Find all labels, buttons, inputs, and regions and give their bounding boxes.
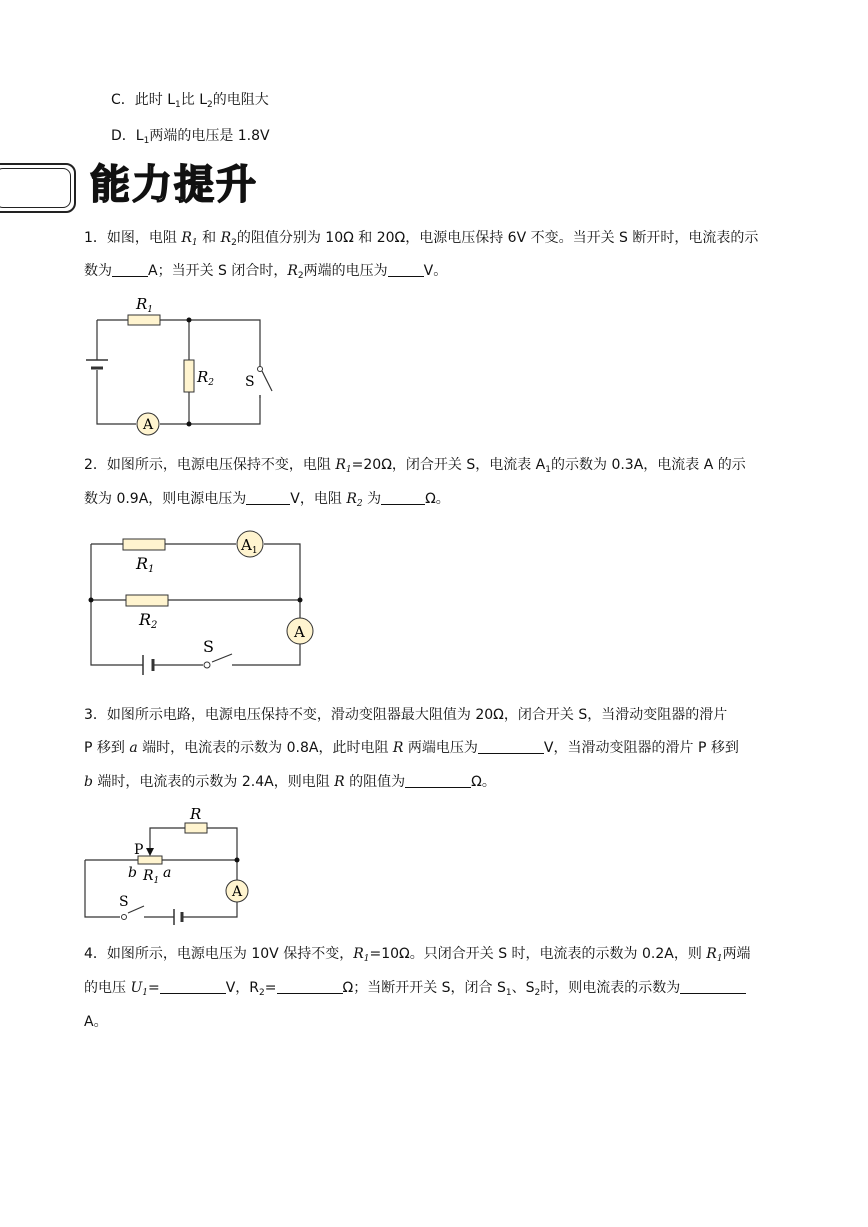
end-a-label: a [163, 865, 172, 881]
q2-circuit-diagram [80, 525, 320, 675]
resistor-r2 [184, 360, 194, 392]
option-d: D．$L_1$两端的电压是 1.8V [111, 128, 270, 146]
q4-line2: 的电压 $U_1= V$，$R_2= \Omega$；当断开开关 S，闭合 $S_1$、$S_2$时，则电流表的示数为 [84, 978, 746, 1003]
section-frame [0, 163, 76, 213]
q2-line1: 2．如图所示，电源电压保持不变，电阻 $R_1=20\Omega$，闭合开关 S，电流表 $A_1$的示数为 0.3A，电流表 A 的示 [84, 457, 746, 475]
q2-line2: 数为 0.9A，则电源电压为 V，电阻 $R_2$ 为 Ω。 [84, 491, 450, 509]
q3-line2: P 移到 a 端时，电流表的示数为 0.8A，此时电阻 R 两端电压为 V，当滑动变阻器的滑片 P 移到 [84, 740, 739, 756]
q3-line1: 3．如图所示电路，电源电压保持不变，滑动变阻器最大阻值为 20Ω，闭合开关 S，当滑动变阻器的滑片 [84, 707, 728, 723]
q1-circuit-diagram [80, 290, 280, 440]
battery-symbol [86, 360, 108, 368]
answer-blank[interactable] [405, 773, 471, 788]
q1-wires [97, 320, 260, 424]
slider-arrow [146, 848, 154, 856]
ammeter-label: A [232, 884, 243, 900]
junction-dot [298, 598, 303, 603]
r-label: R [190, 805, 202, 823]
answer-blank[interactable] [478, 739, 544, 754]
q4-line1: 4．如图所示，电源电压为 10V 保持不变，$R_1=10\Omega$。只闭合开关 S 时，电流表的示数为 0.2A，则 $R_1$两端 [84, 946, 751, 964]
answer-blank[interactable] [680, 979, 746, 994]
junction-dot [187, 422, 192, 427]
answer-blank[interactable] [381, 490, 425, 505]
switch-label: S [203, 637, 214, 656]
q1-line2: 数为 A；当开关 S 闭合时，$R_2$两端的电压为 V。 [84, 263, 448, 281]
ammeter-a1-label: $A_1$ [241, 536, 258, 556]
battery-symbol [143, 655, 153, 675]
r1-label: R1 [136, 554, 155, 575]
q1-line1: 1．如图，电阻 $R_1$ 和 $R_2$的阻值分别为 10Ω 和 20Ω，电源电压保持 6V 不变。当开关 S 断开时，电流表的示 [84, 230, 759, 248]
switch-label: S [245, 374, 255, 390]
switch-label: S [119, 894, 129, 910]
resistor-r1 [123, 539, 165, 550]
q3-line3: b 端时，电流表的示数为 2.4A，则电阻 R 的阻值为 Ω。 [84, 774, 496, 790]
answer-blank[interactable] [160, 979, 226, 994]
q3-circuit-diagram [80, 803, 260, 928]
q3-wires [85, 828, 237, 917]
ammeter-a-label: A [294, 623, 305, 641]
r1-label: $R_1$ [143, 868, 160, 886]
battery-symbol [174, 909, 182, 925]
slider-p-label: P [134, 842, 144, 858]
resistor-r1 [128, 315, 160, 325]
switch-s [204, 662, 210, 668]
answer-blank[interactable] [112, 262, 148, 277]
section-title: 能力提升 [90, 161, 258, 208]
answer-blank[interactable] [246, 490, 290, 505]
resistor-r [185, 823, 207, 833]
r1-label: $R_1$ [136, 295, 154, 315]
junction-dot [187, 318, 192, 323]
end-b-label: b [128, 865, 137, 881]
switch-s [122, 915, 127, 920]
r2-label: $R_2$ [197, 368, 215, 388]
answer-blank[interactable] [277, 979, 343, 994]
resistor-r2 [126, 595, 168, 606]
q4-line3: A。 [84, 1014, 108, 1030]
r2-label: R2 [139, 610, 158, 631]
ammeter-label: A [143, 417, 154, 433]
junction-dot [235, 858, 240, 863]
option-c: C．此时 $L_1$比 $L_2$的电阻大 [111, 92, 269, 110]
q2-wires [91, 544, 300, 665]
junction-dot [89, 598, 94, 603]
answer-blank[interactable] [388, 262, 424, 277]
switch-s [258, 367, 273, 399]
